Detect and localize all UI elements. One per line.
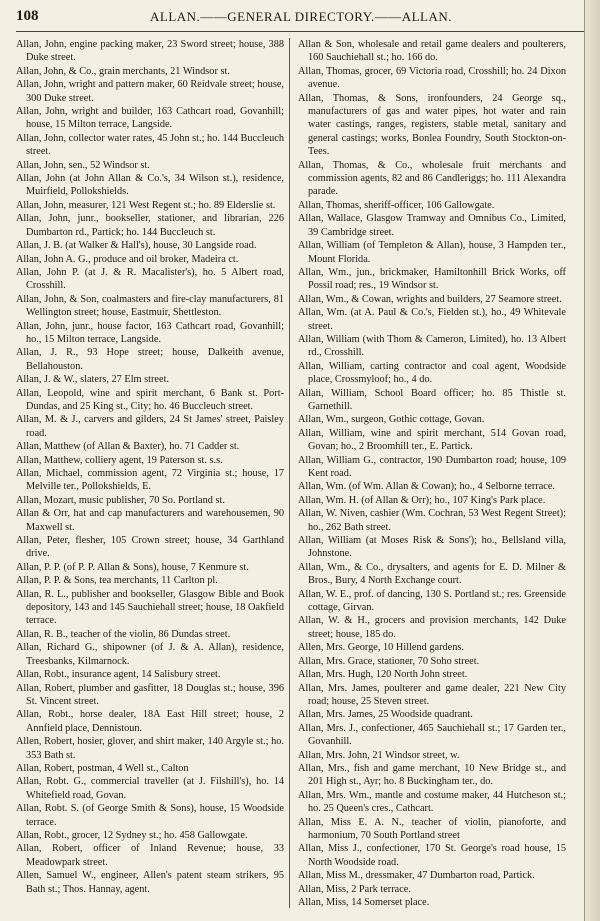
running-title: ALLAN.——GENERAL DIRECTORY.——ALLAN. <box>149 9 453 24</box>
directory-entry: Allan, Miss J., confectioner, 170 St. George's road house, 15 North Woodside road. <box>298 843 566 868</box>
directory-entry: Allan, Wallace, Glasgow Tramway and Omnibus Co., Limited, 39 Cambridge street. <box>298 213 566 238</box>
directory-entry: Allan, Wm., jun., brickmaker, Hamiltonhill Brick Works, off Possil road; res., 19 Windsor st. <box>298 266 566 292</box>
directory-entry: Allan, John, sen., 52 Windsor st. <box>16 159 150 171</box>
directory-entry: Allan, William (of Templeton & Allan), house, 3 Hampden ter., Mount Florida. <box>298 240 566 265</box>
directory-entry: Allan, Miss, 14 Somerset place. <box>298 897 430 908</box>
directory-entry: Allan, Mrs. James, 25 Woodside quadrant. <box>298 709 473 721</box>
directory-entry: Allan, William (at Moses Risk & Sons'); ho., Bellsland villa, Johnstone. <box>298 535 566 560</box>
directory-entry: Allan, Matthew, colliery agent, 19 Paterson st. s.s. <box>16 454 223 466</box>
directory-entry: Allen, Robert, hosier, glover, and shirt maker, 140 Argyle st.; ho. 353 Bath st. <box>16 736 284 761</box>
directory-entry: Allan, Thomas, grocer, 69 Victoria road, Crosshill; ho. 24 Dixon avenue. <box>298 65 566 91</box>
directory-entry: Allan, Matthew (of Allan & Baxter), ho. 71 Cadder st. <box>16 441 240 453</box>
directory-entry: Allan, Robt. S. (of George Smith & Sons), house, 15 Woodside terrace. <box>16 803 284 828</box>
directory-entry: Allan, John, junr., house factor, 163 Cathcart road, Govanhill; ho., 15 Milton terrace, Langside. <box>16 320 284 345</box>
directory-entry: Allan, Miss M., dressmaker, 47 Dumbarton road, Partick. <box>298 870 535 882</box>
directory-entry: Allan, M. & J., carvers and gilders, 24 St James' street, Paisley road. <box>16 414 284 439</box>
directory-entry: Allan, Richard G., shipowner (of J. & A. Allan), residence, Treesbanks, Kilmarnock. <box>16 642 284 667</box>
page-number: 108 <box>16 8 39 24</box>
directory-entry: Allan, R. B., teacher of the violin, 86 Dundas street. <box>16 628 231 640</box>
page-header <box>16 8 586 30</box>
directory-entry: Allan, William, carting contractor and coal agent, Woodside place, Crossmyloof; ho., 4 do. <box>298 360 566 386</box>
directory-entry: Allan, Mrs. James, poulterer and game dealer, 221 New City road; house, 25 Steven street. <box>298 682 566 707</box>
directory-entry: Allen, Mrs. George, 10 Hillend gardens. <box>298 642 464 654</box>
directory-entry: Allan, W. E., prof. of dancing, 130 S. Portland st.; res. Greenside cottage, Girvan. <box>298 588 566 614</box>
directory-entry: Allan, John, & Co., grain merchants, 21 Windsor st. <box>16 65 230 77</box>
directory-entry: Allan & Son, wholesale and retail game dealers and poulterers, 160 Sauchiehall st.; ho. 166 do. <box>298 39 566 64</box>
directory-entry: Allan, R. L., publisher and bookseller, Glasgow Bible and Book depository, 143 and 145 Sauchiehall street; house, 18 Oakfield terrace. <box>16 588 284 627</box>
directory-entry: Allan, John, engine packing maker, 23 Sword street; house, 388 Duke street. <box>16 39 284 64</box>
directory-entry: Allan, Mrs. Grace, stationer, 70 Soho street. <box>298 655 480 667</box>
directory-entry: Allan, John, measurer, 121 West Regent st.; ho. 89 Elderslie st. <box>16 199 276 211</box>
header-rule <box>16 31 586 32</box>
directory-entry: Allan, John A. G., produce and oil broker, Madeira ct. <box>16 253 239 265</box>
directory-entry: Allan, William G., contractor, 190 Dumbarton road; house, 109 Kent road. <box>298 454 566 479</box>
directory-entry: Allan, William, wine and spirit merchant, 514 Govan road, Govan; ho., 2 Broomhill ter., E. Partick. <box>298 427 566 453</box>
directory-entry: Allan, W. Niven, cashier (Wm. Cochran, 53 West Regent Street); ho., 262 Bath street. <box>298 508 566 533</box>
directory-entry: Allen, Samuel W., engineer, Allen's patent steam strikers, 95 Bath st.; Thos. Hannay, agent. <box>16 870 284 895</box>
directory-entry: Allan, William (with Thom & Cameron, Limited), ho. 13 Albert rd., Crosshill. <box>298 333 566 359</box>
directory-entry: Allan, J. B. (at Walker & Hall's), house, 30 Langside road. <box>16 240 257 252</box>
column-divider <box>289 38 290 908</box>
directory-entry: Allan, John, junr., bookseller, stationer, and librarian, 226 Dumbarton rd., Partick; ho. 144 Buccleuch st. <box>16 213 284 238</box>
directory-entry: Allan, J. & W., slaters, 27 Elm street. <box>16 374 170 386</box>
directory-entry: Allan, Robt., horse dealer, 18A East Hill street; house, 2 Annfield place, Dennistoun. <box>16 709 284 734</box>
directory-entry: Allan, Thomas, & Sons, ironfounders, 24 George sq., manufacturers of gas and water pipes, hot water and rain water castings, ranges, registers, stable metal, sanitary and general castings; works, Bonlea Foundry, South Stockton-on-Tees. <box>298 92 566 158</box>
directory-entry: Allan, Robert, plumber and gasfitter, 18 Douglas st.; house, 396 St. Vincent street. <box>16 682 284 707</box>
directory-entry: Allan, Mrs., fish and game merchant, 10 New Bridge st., and 201 High st., Ayr; ho. 8 Buckingham ter., do. <box>298 762 566 788</box>
directory-entry: Allan, John, collector water rates, 45 John st.; ho. 144 Buccleuch street. <box>16 132 284 158</box>
directory-entry: Allan, J. R., 93 Hope street; house, Dalkeith avenue, Bellahouston. <box>16 347 284 372</box>
directory-entry: Allan, Thomas, & Co., wholesale fruit merchants and commission agents, 82 and 86 Candleriggs; ho. 111 Alexandra parade. <box>298 159 566 198</box>
directory-entry: Allan, Mrs. J., confectioner, 465 Sauchiehall st.; 17 Garden ter., Govanhill. <box>298 722 566 748</box>
directory-entry: Allan, Wm. (at A. Paul & Co.'s, Fielden st.), ho., 49 Whitevale street. <box>298 307 566 332</box>
directory-entry: Allan, Mrs. Hugh, 120 North John street. <box>298 669 468 681</box>
directory-entry: Allan, P. P. & Sons, tea merchants, 11 Carlton pl. <box>16 575 218 587</box>
right-column <box>298 38 566 909</box>
directory-entry: Allan, Wm. H. (of Allan & Orr); ho., 107 King's Park place. <box>298 494 546 506</box>
directory-entry: Allan, Michael, commission agent, 72 Virginia st.; house, 17 Melville ter., Pollokshields, E. <box>16 468 284 493</box>
directory-entry: Allan, Leopold, wine and spirit merchant, 6 Bank st. Port-Dundas, and 25 King st., City; ho. 46 Buccleuch street. <box>16 387 284 412</box>
directory-entry: Allan, Wm., & Cowan, wrights and builders, 27 Seamore street. <box>298 293 562 305</box>
page-edge <box>584 0 600 921</box>
directory-entry: Allan, Wm. (of Wm. Allan & Cowan); ho., 4 Selborne terrace. <box>298 481 555 493</box>
directory-entry: Allan, William, School Board officer; ho. 85 Thistle st. Garnethill. <box>298 387 566 412</box>
directory-entry: Allan, Robert, postman, 4 Well st., Calton <box>16 762 189 774</box>
directory-entry: Allan, Mrs. Wm., mantle and costume maker, 44 Hutcheson st.; ho. 25 Queen's cres., Cathcart. <box>298 789 566 815</box>
directory-entry: Allan, W. & H., grocers and provision merchants, 142 Duke street; house, 185 do. <box>298 615 566 640</box>
left-column <box>16 38 284 896</box>
directory-entry: Allan, Miss E. A. N., teacher of violin, pianoforte, and harmonium, 70 South Portland street <box>298 816 566 841</box>
directory-entry: Allan, Robt. G., commercial traveller (at J. Filshill's), ho. 14 Whitefield road, Govan. <box>16 776 284 801</box>
directory-entry: Allan, Robt., grocer, 12 Sydney st.; ho. 458 Gallowgate. <box>16 829 248 841</box>
directory-entry: Allan, Thomas, sheriff-officer, 106 Gallowgate. <box>298 199 495 211</box>
directory-entry: Allan & Orr, hat and cap manufacturers and warehousemen, 90 Maxwell st. <box>16 508 284 533</box>
directory-entry: Allan, Peter, flesher, 105 Crown street; house, 34 Garthland drive. <box>16 535 284 560</box>
directory-entry: Allan, Robert, officer of Inland Revenue; house, 33 Meadowpark street. <box>16 843 284 868</box>
directory-entry: Allan, Mrs. John, 21 Windsor street, w. <box>298 749 460 761</box>
directory-entry: Allan, Robt., insurance agent, 14 Salisbury street. <box>16 669 221 681</box>
directory-entry: Allan, Wm., & Co., drysalters, and agents for E. D. Milner & Bros., Bury, 4 North Exchange court. <box>298 561 566 587</box>
directory-entry: Allan, John P. (at J. & R. Macalister's), ho. 5 Albert road, Crosshill. <box>16 266 284 292</box>
directory-entry: Allan, Miss, 2 Park terrace. <box>298 883 411 895</box>
directory-entry: Allan, John, wright and builder, 163 Cathcart road, Govanhill; house, 15 Milton terrace, Langside. <box>16 106 284 131</box>
directory-entry: Allan, John, & Son, coalmasters and fire-clay manufacturers, 81 Wellington street; house, Eastmuir, Shettleston. <box>16 293 284 319</box>
directory-entry: Allan, P. P. (of P. P. Allan & Sons), house, 7 Kenmure st. <box>16 561 249 573</box>
directory-entry: Allan, John (at John Allan & Co.'s, 34 Wilson st.), residence, Muirfield, Pollokshields. <box>16 173 284 198</box>
directory-entry: Allan, John, wright and pattern maker, 60 Reidvale street; house, 300 Duke street. <box>16 79 284 104</box>
directory-entry: Allan, Wm., surgeon, Gothic cottage, Govan. <box>298 414 485 426</box>
directory-entry: Allan, Mozart, music publisher, 70 So. Portland st. <box>16 494 225 506</box>
